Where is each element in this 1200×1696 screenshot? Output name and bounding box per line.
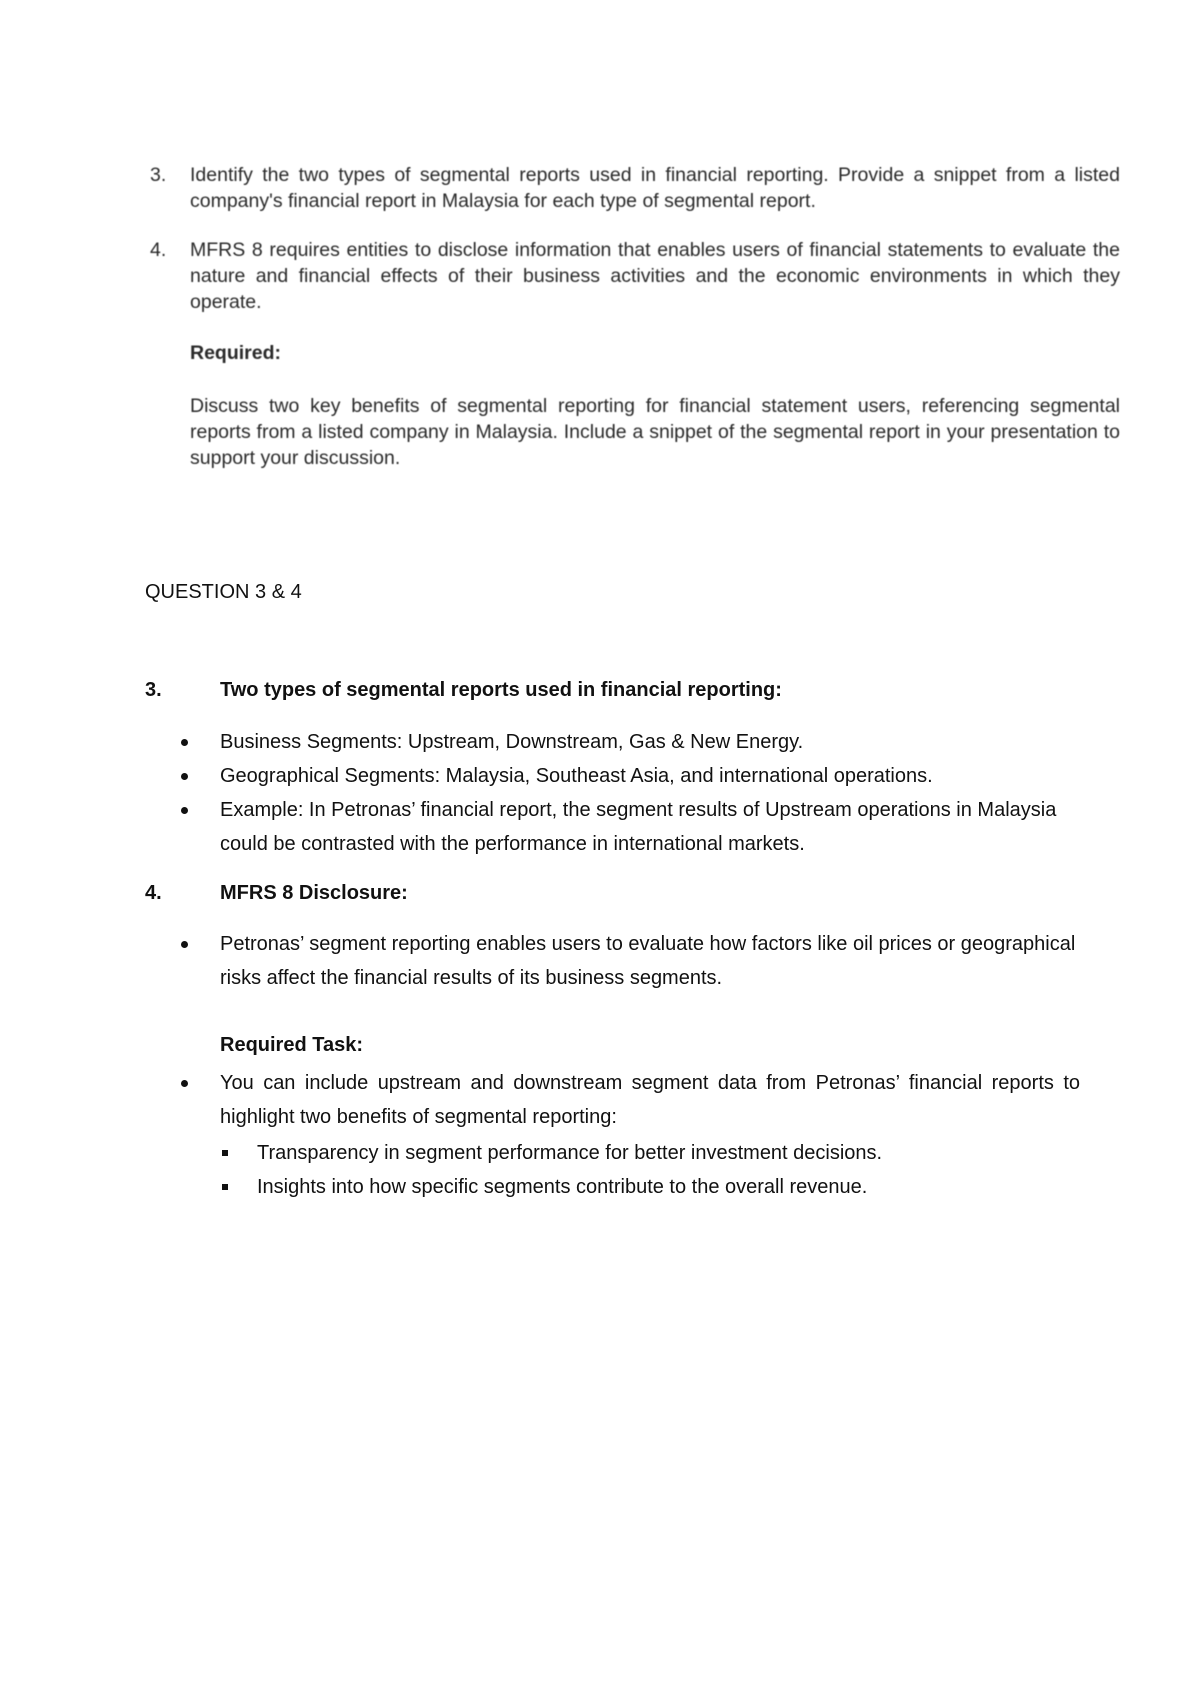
list-item-text: Geographical Segments: Malaysia, Southeast Asia, and international operations. <box>220 765 933 787</box>
list-item <box>145 725 1080 759</box>
question-text: MFRS 8 requires entities to disclose information that enables users of financial statements to evaluate the nature and financial effects of their business activities and the economic environments in which they operate. <box>190 239 1120 313</box>
list-item-text: Example: In Petronas’ financial report, the segment results of Upstream operations in Malaysia could be contrasted with the performance in international markets. <box>220 799 1057 855</box>
benefits-sub-list <box>220 1136 882 1204</box>
heading-text: Two types of segmental reports used in financial reporting: <box>220 679 782 701</box>
sub-list-item <box>220 1170 882 1204</box>
question-item-4 <box>150 237 1120 315</box>
answer-heading-4 <box>145 878 408 908</box>
list-item <box>145 1066 1080 1134</box>
list-item <box>145 927 1080 995</box>
sub-list-item-text: Transparency in segment performance for better investment decisions. <box>257 1142 883 1164</box>
square-bullet-icon <box>222 1150 228 1156</box>
heading-number: 4. <box>145 882 162 904</box>
heading-number: 3. <box>145 679 162 701</box>
bullet-icon <box>181 807 188 814</box>
square-bullet-icon <box>222 1184 228 1190</box>
answer-4-bullet-list <box>145 927 1080 995</box>
question-snippet-image <box>150 150 1140 490</box>
heading-text: MFRS 8 Disclosure: <box>220 882 408 904</box>
list-item-text: Petronas’ segment reporting enables users to evaluate how factors like oil prices or geographical risks affect the financial results of its business segments. <box>220 933 1076 989</box>
question-number: 3. <box>150 164 167 186</box>
answer-3-bullet-list <box>145 725 1080 861</box>
sub-list-item <box>220 1136 882 1170</box>
question-number: 4. <box>150 239 167 261</box>
question-required-text: Discuss two key benefits of segmental reporting for financial statement users, referencing segmental reports from a listed company in Malaysia. Include a snippet of the segmental report in your presentation to support your discussion. <box>190 395 1120 469</box>
bullet-icon <box>181 1080 188 1087</box>
question-item-3 <box>150 162 1120 214</box>
list-item-text: Business Segments: Upstream, Downstream, Gas & New Energy. <box>220 731 804 753</box>
sub-list-item-text: Insights into how specific segments contribute to the overall revenue. <box>257 1176 868 1198</box>
list-item <box>145 759 1080 793</box>
list-item <box>145 793 1080 861</box>
question-text: Identify the two types of segmental reports used in financial reporting. Provide a snippet from a listed company's financial report in Malaysia for each type of segmental report. <box>190 164 1120 212</box>
list-item-text: You can include upstream and downstream segment data from Petronas’ financial reports to highlight two benefits of segmental reporting: <box>220 1072 1080 1128</box>
required-task-bullet-list <box>145 1066 1080 1134</box>
answer-heading-3 <box>145 675 782 705</box>
bullet-icon <box>181 773 188 780</box>
question-required-label: Required: <box>190 342 282 364</box>
section-title: QUESTION 3 & 4 <box>145 581 302 603</box>
required-task-label: Required Task: <box>220 1034 363 1056</box>
bullet-icon <box>181 941 188 948</box>
bullet-icon <box>181 739 188 746</box>
